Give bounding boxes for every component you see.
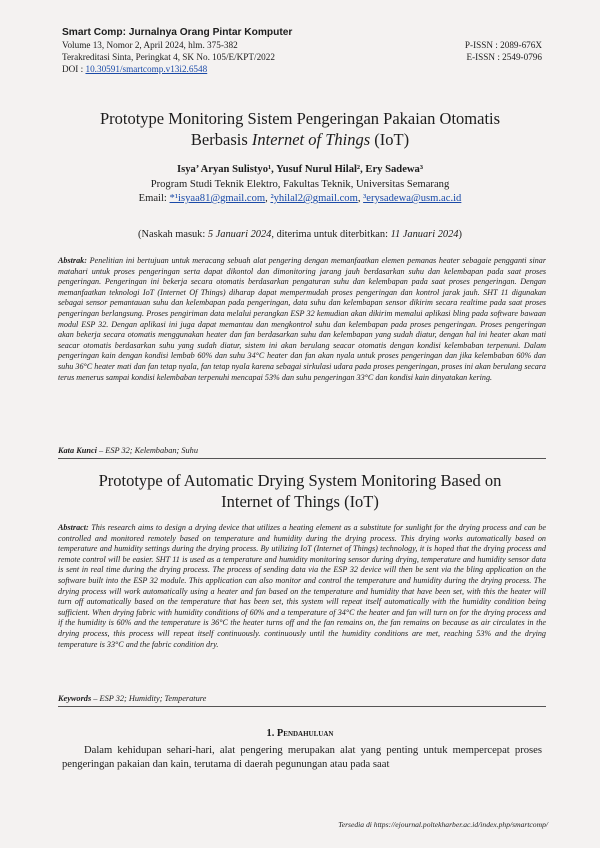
section-heading [40, 728, 560, 739]
received-info [40, 229, 560, 240]
paper-title-en [40, 470, 560, 512]
title-id-line2 [40, 129, 560, 150]
keywords-divider [58, 458, 546, 459]
email-line [40, 192, 560, 207]
body-paragraph: Dalam kehidupan sehari-hari, alat pengering merupakan alat yang penting untuk mempercepat proses pengeringan pakaian dan kain, terutama di daerah pegunungan atau pada saat [62, 745, 542, 771]
email-link-1[interactable]: *¹isyaa81@gmail.com [169, 193, 266, 204]
abstract-en-text: This research aims to design a drying device that utilizes a heating element as a substitute for sunlight for the drying process and can be controlled and monitored remotely based on temperature and humidity during the drying process. This drying works automatically based on temperature and humidity settings during the drying process. By utilizing IoT (Internet of Things) technology, it is hoped that the drying process and remote control will be easier. SHT 11 is used as a temperature and humidity monitoring sensor during drying, temperature and humidity sensor data is sent in real time during the drying process. The process of sending data via the ESP 32 device will then be sent via the bling application on the software built into the ESP 32 module. This application can also monitor and control the temperature and humidity during the drying process. The drying process will work automatically using a heater and fan based on the temperature and humidity that have been set, with this the heater will turn off automatically based on the temperature that has been set, this system will repeat itself automatically with the humidity condition being sufficient. When drying fabric with humidity conditions of 60% and a temperature of 34°C the heater and fan will turn on for the drying process and if the humidity is 60% and the temperature is 36°C the heater turns off and the fan remains on, the fan remains on because as air circulates in the drying process, this process will repeat itself continuously. continuously until the humidity conditions are met, reaching 53% and the drying temperature is 33°C and the fabric condition dry. [58, 523, 546, 649]
title-en-line2: Internet of Things (IoT) [221, 492, 379, 511]
page-footer: Tersedia di https://ejournal.poltekharber.ac.id/index.php/smartcomp/ [338, 820, 548, 829]
title-id-suffix: (IoT) [370, 130, 410, 149]
abstract-en-label: Abstract: [58, 523, 89, 532]
keywords-en-text: – ESP 32; Humidity; Temperature [91, 694, 207, 703]
keywords-en-label: Keywords [58, 694, 92, 703]
abstract-id-text: Penelitian ini bertujuan untuk meracang sebuah alat pengering dengan memanfaatkan elemen pemanas heater sebagaie pengganti sinar matahari untuk proses pengeringan serta dapat dikontol dan dimonitoring jarang jauh berdasarkan suhu dan kelembapan pada saat proses pengeringan. Pengeringan ini bekerja secara otomatis berdasarkan pengaturan suhu dan kelembapan pada saat proses pengeringan. Dengan memanfaatkan teknologi IoT (Internet Of Things) diharap dapat mempermudah proses pengeringan dan kontrol jarak jauh. SHT 11 digunakan sebagai sensor pemantauan suhu dan kelembapan pada pengeringan, data suhu dan kelembapan sensor dikirim secara realtime pada saat proses pengeringan berlangsung. Proses pengiriman data melalui perangkan ESP 32 kemudian akan dikirim memalui aplikasi bling pada software bawaan modul ESP 32. Dengan aplikasi ini juga dapat memantau dan mengkontrol suhu dan kelembapan pada proses pengeringan. Proses pengeringan akan bekerja secara otomatis menggunakan heater dan fan berdasarkan suhu dan kelembapan yang sudah diatur, dengan hal ini heater akan mati seacar otomatis berdasarkan suhu yang sudah diatur, sistem ini akan berulang seacar otomatis dengan kondisi kelembaban terpenuni. Dalam pengeringan kain dengan kondisi lembab 60% dan suhu 34°C heater dan fan akan nyala untuk proses pengeringan dan jika kelembaban 60% dan suhu 36°C heater mati dan fan tetap nyala, fan tetap nyala karena sebagai sirkulasi udara pada proses pengeringan, proses ini akan berulang secara terus menerus sampai kondisi kelembaban terpenuhi mencapai 53% dan suhu pengeringan 33°C dan kondisi kain dinyatakan kering. [58, 256, 546, 382]
title-id-line1: Prototype Monitoring Sistem Pengeringan Pakaian Otomatis [99, 109, 501, 128]
title-id-italic: Internet of Things [251, 130, 371, 149]
accreditation-info: Terakreditasi Sinta, Peringkat 4, SK No. 105/E/KPT/2022 [62, 52, 275, 63]
email-sep: , [357, 193, 364, 204]
received-prefix: (Naskah masuk: [138, 229, 208, 240]
doi-link[interactable]: 10.30591/smartcomp.v13i2.6548 [85, 64, 208, 75]
keywords-id [58, 446, 546, 455]
received-date: 5 Januari 2024 [207, 229, 272, 240]
paper-title-id [40, 108, 560, 150]
title-en-line1: Prototype of Automatic Drying System Monitoring Based on [98, 471, 502, 490]
keywords-id-label: Kata Kunci [58, 446, 97, 455]
section-title: Pendahuluan [276, 728, 334, 739]
email-link-2[interactable]: ²yhilal2@gmail.com [270, 193, 358, 204]
eissn: E-ISSN : 2549-0796 [466, 52, 542, 63]
abstract-en [58, 523, 546, 650]
keywords-en [58, 694, 546, 703]
keywords-id-text: – ESP 32; Kelembaban; Suhu [96, 446, 198, 455]
journal-header [62, 26, 542, 76]
doi-label: DOI : [62, 64, 86, 75]
affiliation: Program Studi Teknik Elektro, Fakultas Teknik, Universitas Semarang [150, 178, 450, 190]
abstract-id [58, 256, 546, 383]
section-number: 1. [266, 728, 277, 739]
received-suffix: ) [458, 229, 462, 240]
email-sep: , [265, 193, 271, 204]
title-id-prefix: Berbasis [190, 130, 252, 149]
received-middle: , diterima untuk diterbitkan: [271, 229, 391, 240]
author-names: Isya’ Aryan Sulistyo¹, Yusuf Nurul Hilal², Ery Sadewa³ [176, 164, 424, 175]
accepted-date: 11 Januari 2024 [390, 229, 459, 240]
abstract-id-label: Abstrak: [58, 256, 87, 265]
email-label: Email: [138, 193, 170, 204]
journal-name: Smart Comp: Jurnalnya Orang Pintar Komputer [62, 27, 293, 38]
pissn: P-ISSN : 2089-676X [464, 40, 542, 50]
volume-info: Volume 13, Nomor 2, April 2024, hlm. 375-382 [62, 40, 238, 50]
keywords-en-divider [58, 706, 546, 707]
email-link-3[interactable]: ³erysadewa@usm.ac.id [363, 193, 462, 204]
author-block [40, 163, 560, 207]
